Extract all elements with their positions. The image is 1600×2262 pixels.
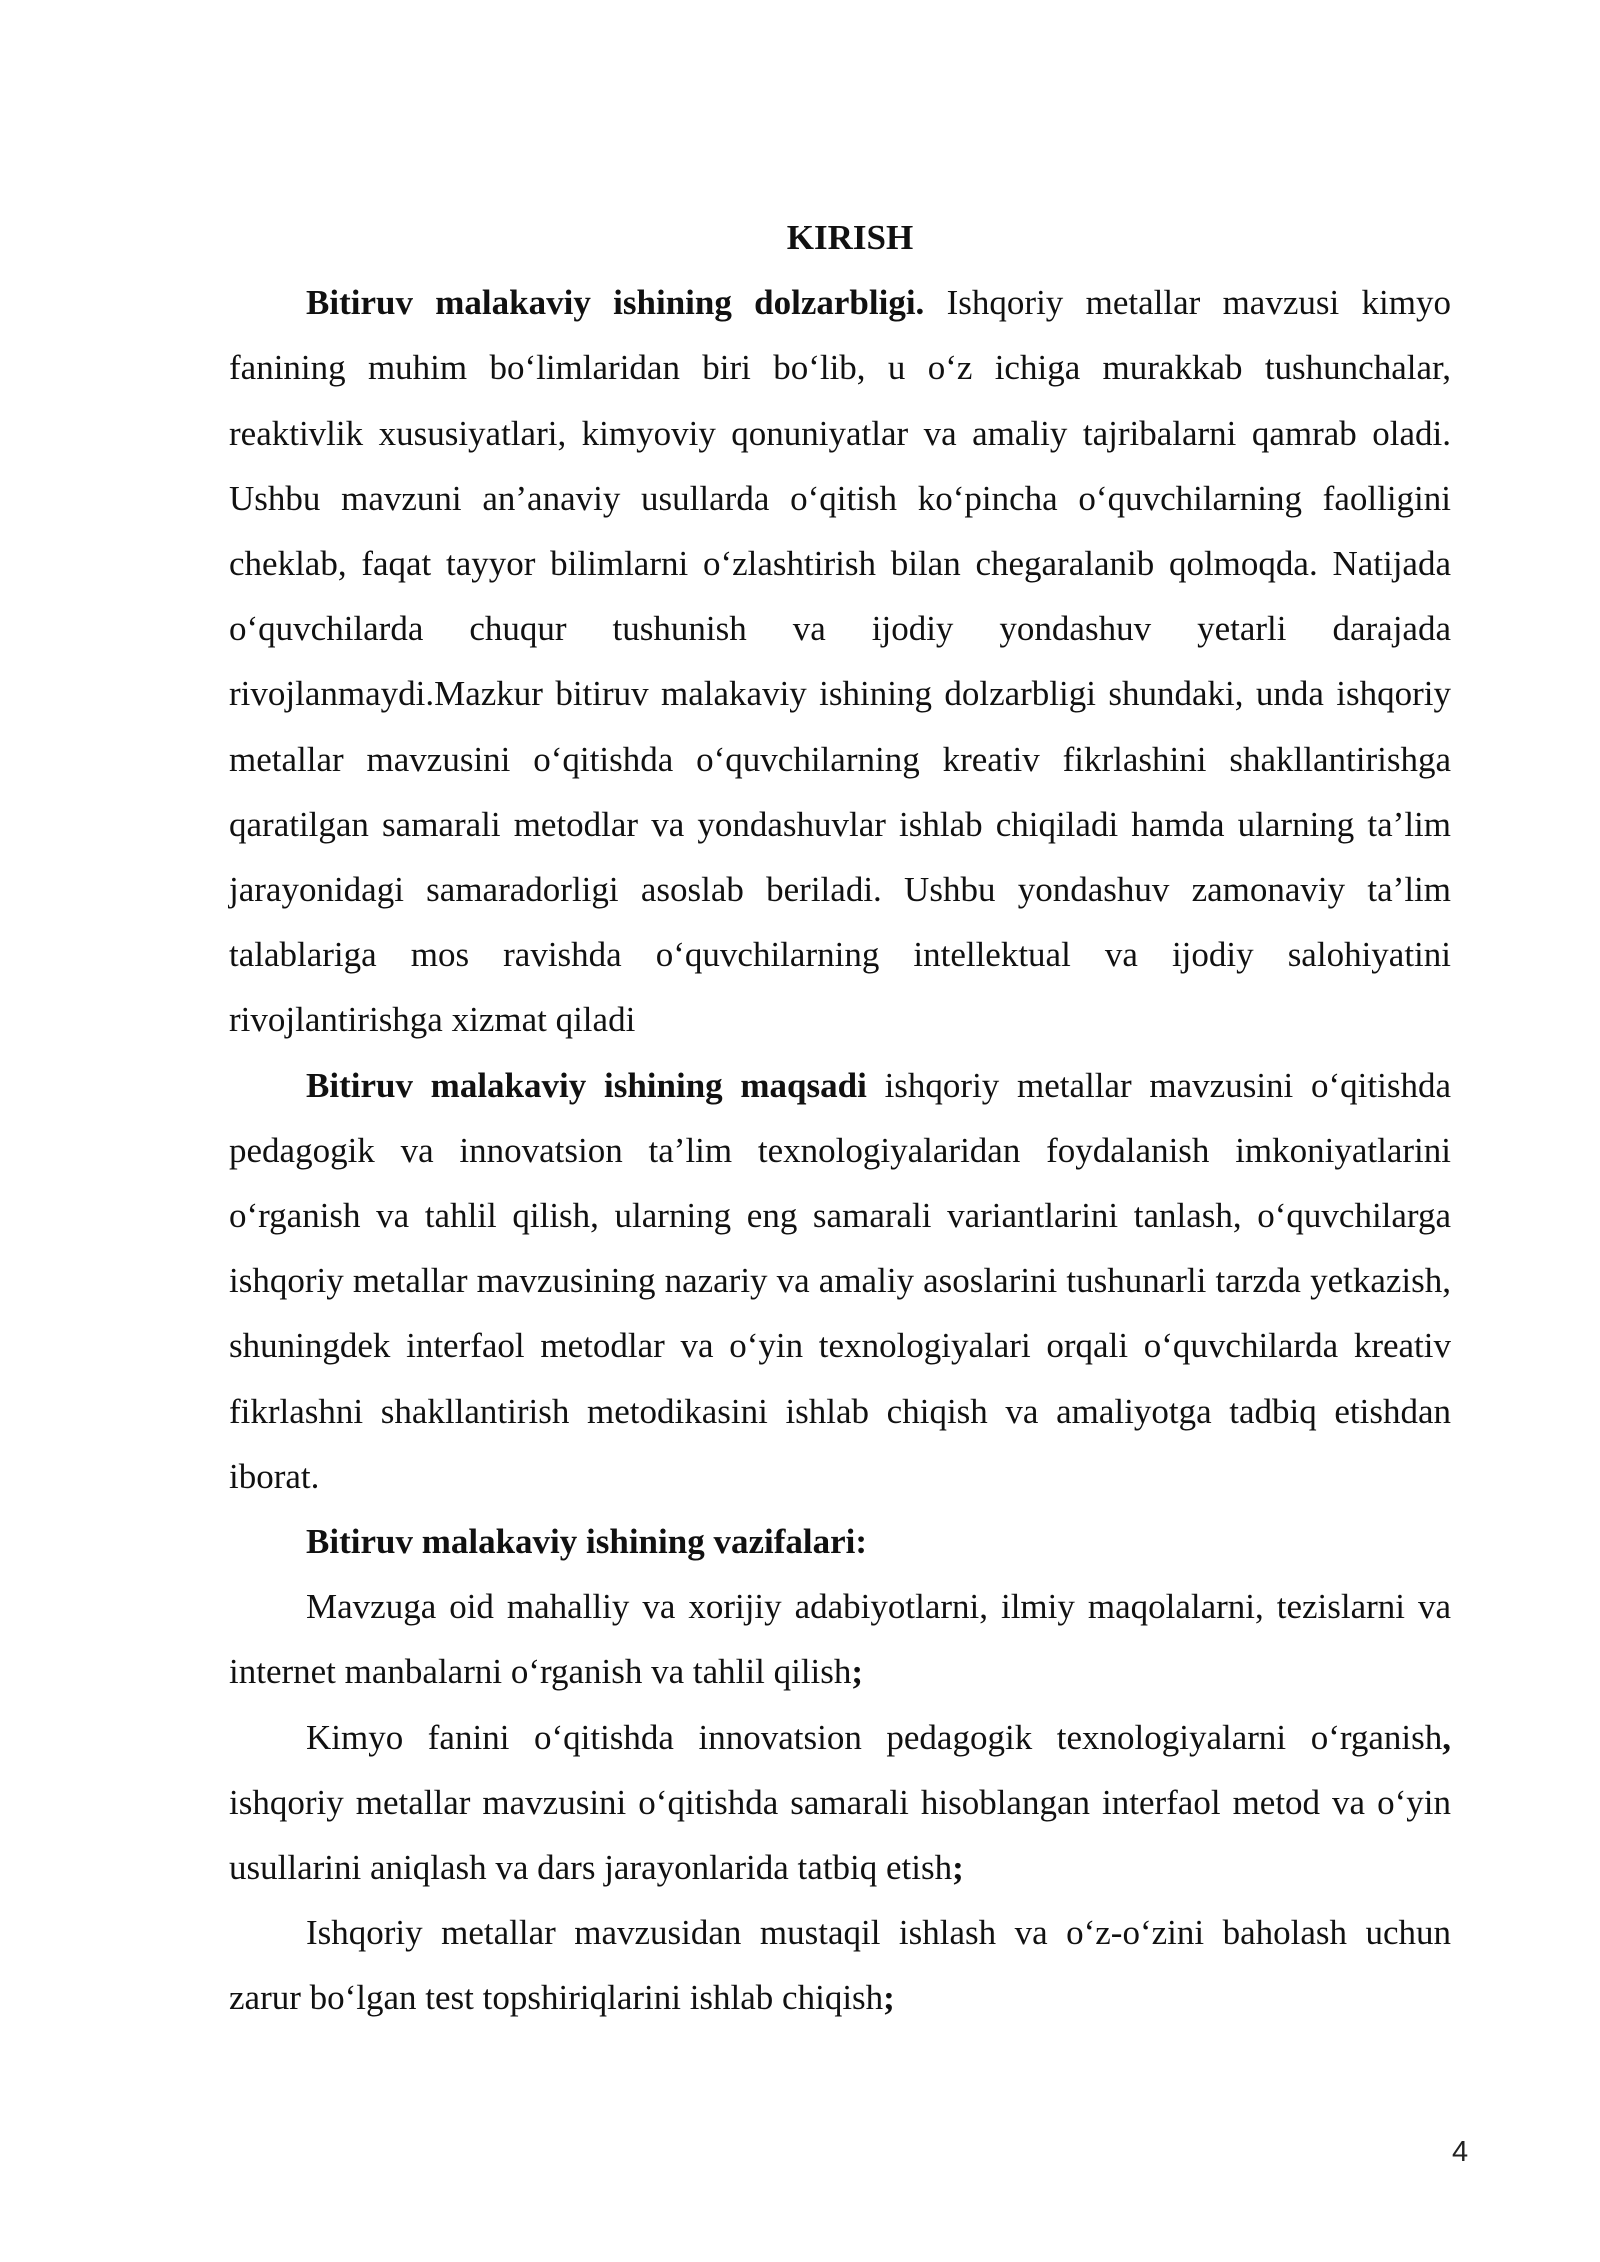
task-text: Kimyo fanini o‘qitishda innovatsion pedagogik texnologiyalarni o‘rganish <box>306 1717 1443 1757</box>
task-mid-punctuation: , <box>1442 1717 1451 1757</box>
page-number: 4 <box>1452 2136 1469 2168</box>
task-text: Ishqoriy metallar mavzusidan mustaqil ishlash va o‘z-o‘zini baholash uchun zarur bo‘lgan test topshiriqlarini ishlab chiqish <box>229 1913 1451 2018</box>
paragraph-text: ishqoriy metallar mavzusini o‘qitishda pedagogik va innovatsion ta’lim texnologiyalaridan foydalanish imkoniyatlarini o‘rganish va tahlil qilish, ularning eng samarali variantlarini tanlash, o‘quvchilarga ishqoriy metallar mavzusining nazariy va amaliy asoslarini tushunarli tarzda yetkazish, shuningdek interfaol metodlar va o‘yin texnologiyalari orqali o‘quvchilarda kreativ fikrlashni shakllantirish metodikasini ishlab chiqish va amaliyotga tadbiq etishdan iborat. <box>229 1065 1451 1496</box>
task-text: Mavzuga oid mahalliy va xorijiy adabiyotlarni, ilmiy maqolalarni, tezislarni va internet manbalarni o‘rganish va tahlil qilish <box>229 1587 1451 1692</box>
paragraph-tasks-heading <box>229 1509 1451 1574</box>
section-heading: KIRISH <box>786 218 914 257</box>
paragraph-lead: Bitiruv malakaviy ishining dolzarbligi. <box>306 283 925 323</box>
paragraph-lead: Bitiruv malakaviy ishining maqsadi <box>306 1065 867 1105</box>
paragraph-lead: Bitiruv malakaviy ishining vazifalari: <box>306 1522 868 1562</box>
task-item <box>229 1574 1451 1704</box>
task-item <box>229 1900 1451 2030</box>
paragraph-relevance <box>229 270 1451 1052</box>
task-text-continued: ishqoriy metallar mavzusini o‘qitishda samarali hisoblangan interfaol metod va o‘yin usullarini aniqlash va dars jarayonlarida tatbiq etish <box>229 1782 1451 1888</box>
task-item <box>229 1705 1451 1901</box>
paragraph-text: Ishqoriy metallar mavzusi kimyo fanining muhim bo‘limlaridan biri bo‘lib, u o‘z ichiga murakkab tushunchalar, reaktivlik xususiyatlari, kimyoviy qonuniyatlar va amaliy tajribalarni qamrab oladi. Ushbu mavzuni an’anaviy usullarda o‘qitish ko‘pincha o‘quvchilarning faolligini cheklab, faqat tayyor bilimlarni o‘zlashtirish bilan chegaralanib qolmoqda. Natijada o‘quvchilarda chuqur tushunish va ijodiy yondashuv yetarli darajada rivojlanmaydi.Mazkur bitiruv malakaviy ishining dolzarbligi shundaki, unda ishqoriy metallar mavzusini o‘qitishda o‘quvchilarning kreativ fikrlashini shakllantirishga qaratilgan samarali metodlar va yondashuvlar ishlab chiqiladi hamda ularning ta’lim jarayonidagi samaradorligi asoslab beriladi. Ushbu yondashuv zamonaviy ta’lim talablariga mos ravishda o‘quvchilarning intellektual va ijodiy salohiyatini rivojlantirishga xizmat qiladi <box>229 283 1451 1040</box>
task-end-punctuation: ; <box>883 1978 895 2018</box>
paragraph-goal <box>229 1053 1451 1509</box>
task-end-punctuation: ; <box>851 1652 864 1692</box>
document-body <box>229 205 1451 2031</box>
task-end-punctuation: ; <box>952 1848 964 1888</box>
